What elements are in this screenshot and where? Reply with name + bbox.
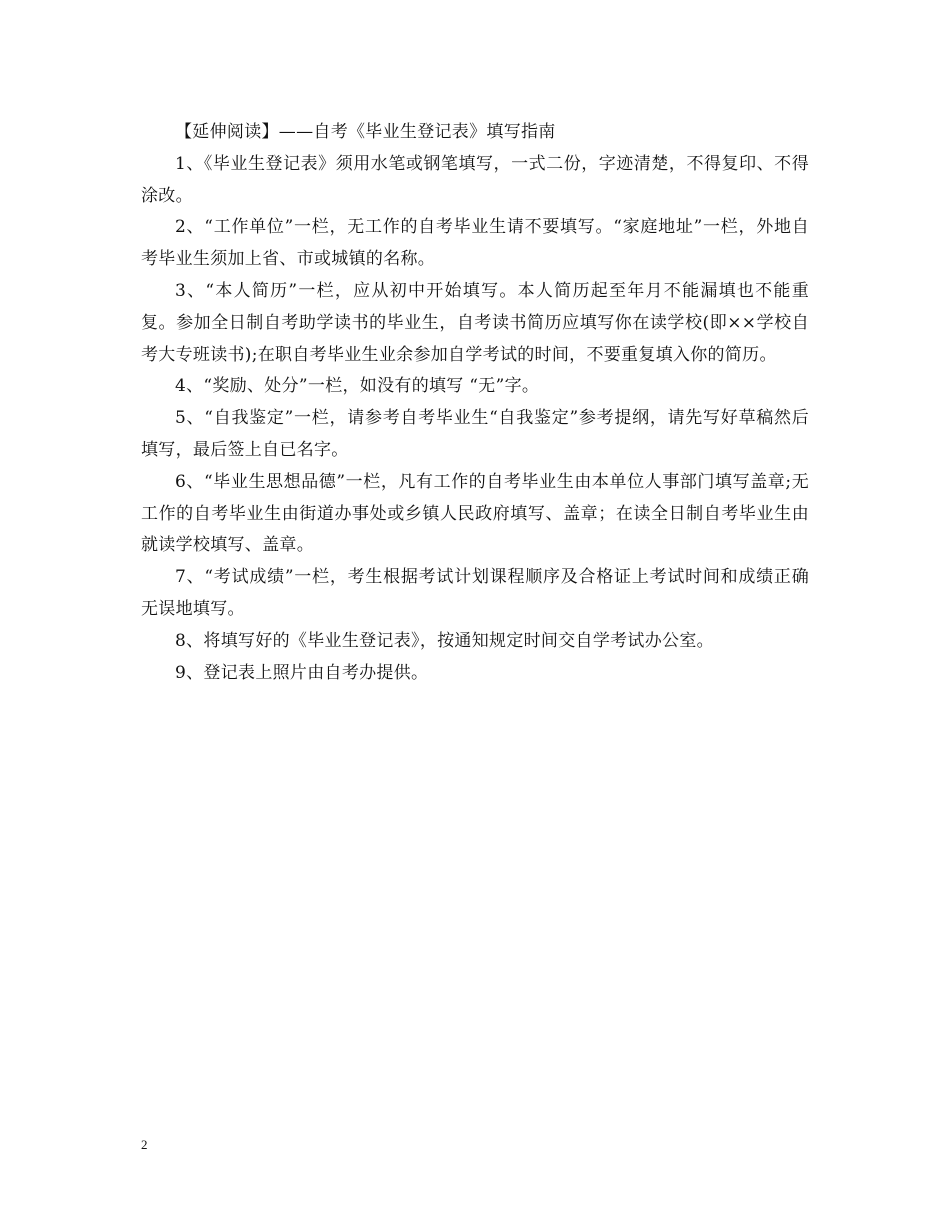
page-number: 2 xyxy=(141,1137,148,1152)
guide-item-9: 9、登记表上照片由自考办提供。 xyxy=(175,662,429,683)
guide-item-8: 8、将填写好的《毕业生登记表》，按通知规定时间交自学考试办公室。 xyxy=(175,630,714,651)
guide-item-2: 2、“工作单位”一栏，无工作的自考毕业生请不要填写。“家庭地址”一栏，外地自考毕业生须加上省、市或城镇的名称。 xyxy=(141,217,809,270)
guide-item-4: 4、“奖励、处分”一栏，如没有的填写 “无”字。 xyxy=(175,376,540,397)
document-body xyxy=(141,117,809,689)
guide-item-3: 3、“本人简历”一栏，应从初中开始填写。本人简历起至年月不能漏填也不能重复。参加全日制自考助学读书的毕业生，自考读书简历应填写你在读学校(即××学校自考大专班读书);在职自考毕业生业余参加自学考试的时间，不要重复填入你的简历。 xyxy=(141,280,809,365)
guide-item-6: 6、“毕业生思想品德”一栏，凡有工作的自考毕业生由本单位人事部门填写盖章;无工作的自考毕业生由街道办事处或乡镇人民政府填写、盖章；在读全日制自考毕业生由就读学校填写、盖章。 xyxy=(141,471,809,556)
document-heading: 【延伸阅读】——自考《毕业生登记表》填写指南 xyxy=(175,122,556,142)
guide-item-7: 7、“考试成绩”一栏，考生根据考试计划课程顺序及合格证上考试时间和成绩正确无误地填写。 xyxy=(141,567,809,619)
guide-item-5: 5、“自我鉴定”一栏，请参考自考毕业生“自我鉴定”参考提纲，请先写好草稿然后填写，最后签上自已名字。 xyxy=(141,408,809,460)
guide-item-1: 1、《毕业生登记表》须用水笔或钢笔填写，一式二份，字迹清楚，不得复印、不得涂改。 xyxy=(141,153,809,206)
